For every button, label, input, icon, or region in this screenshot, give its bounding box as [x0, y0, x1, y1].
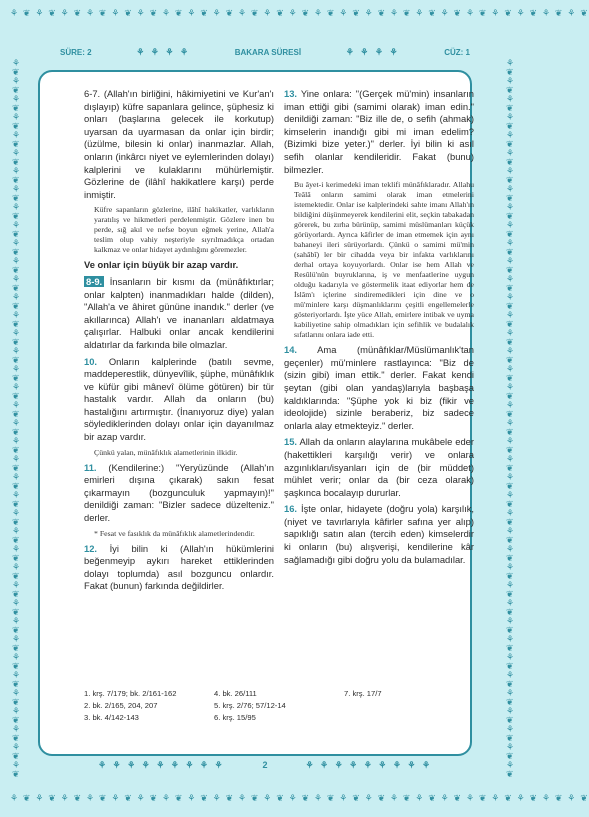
sure-label: SÜRE: 2 — [60, 47, 92, 57]
verse-6-7: 6-7. (Allah'ın birliğini, hâkimiyetini ve Kur'an'ı dışlayıp) küfre sapanlara gelince, şüphesiz ki onları (başlarına gelecek ile korkutup) uyarsan da uyarmasan da onlar için birdir; (üzülme, bilesin ki onlar) inanmazlar. Allah, onların (inkârcı niyet ve eylemlerinden dolayı) kalplerini ve kulaklarını mühürlemiştir. Gözlerine de (ilâhî hakikatlere karşı) perde inmiştir. — [84, 88, 274, 200]
verse-number: 10. — [84, 355, 98, 367]
tulip-icon: ⚘ ⚘ ⚘ ⚘ ⚘ ⚘ ⚘ ⚘ ⚘ — [305, 759, 433, 770]
left-ornament-border: ⚘❦⚘❦⚘❦⚘❦⚘❦⚘❦⚘❦⚘❦⚘❦⚘❦⚘❦⚘❦⚘❦⚘❦⚘❦⚘❦⚘❦⚘❦⚘❦⚘❦⚘❦⚘❦⚘❦⚘❦⚘❦⚘❦⚘❦⚘❦⚘❦⚘❦⚘❦⚘❦⚘❦⚘❦⚘❦⚘❦⚘❦⚘❦⚘❦⚘❦ — [12, 59, 22, 780]
commentary-note: Bu âyet-i kerimedeki iman teklifi münâfıklaradır. Allahu Teâlâ onların samimi olarak iman etmelerini istemektedir. Onlar ise kalplerindeki sahte imanı Allah'ın bildiğini düşünmeyerek kendilerini elit, seçkin tabakadan görerek, bu zırha bürünüp, samimi müslümanları küçük görüyorlardı. Ayrıca kâfirler de iman etmemek için aynı bahaneyi ileri sürüyorlardı. Çünkü o samimi mü'min (sahâbî) ler bir cihadda veya bir infakta varlıklarını derhal ortaya koyuyorlardı. Onlar ise hem Allah ve Resûlü'nün buyruklarına, iş ve menfaatlerine uygun olduğu kadarıyla ve göstermelik itaat ediyorlar hem de İslâm'ı içlerine sindiremedikleri için dine ve o mü'minlere karşı düşmanlıklarını çeşitli engellemelerle gösteriyorlardı. İşte yüce Allah, emirlere intibak ve uyma kabiliyetine sahip olmadıkları için sefihlik ve budalalık sıfatlarını onlara iade etti. — [294, 180, 474, 340]
verse-14: 14. Ama (münâfıklar/Müslümanlık'tan geçenler) mü'minlere rastlayınca: "Biz de (sizin gibi) iman ettik." derler. Fakat kendi şeytan (gibi olan yandaş)larıyla başbaşa kaldıklarında: "Şüphe yok ki biz (fikir ve ideolojide) sizinle beraberiz, biz sadece onlarla alay etmekteyiz." derler. — [284, 344, 474, 431]
verse-12: 12. İyi bilin ki (Allah'ın hükümlerini beğenmeyip aykırı hareket ettiklerinden dolayı toplumda) asıl bozguncu onlardır. Fakat (bunun) farkında değildirler. — [84, 542, 274, 592]
verse-11: 11. (Kendilerine:) "Yeryüzünde (Allah'ın emirleri dışına çıkarak) sakın fesat çıkarmayın (bozgunculuk yapmayın)!" denildiği zaman: "Bizler sadece düzelteniz." derler. — [84, 461, 274, 524]
sure-title: BAKARA SÜRESİ — [234, 47, 302, 57]
footnote: 4. bk. 26/111 — [214, 689, 257, 698]
sure-title-group — [235, 48, 301, 57]
footnotes — [84, 688, 472, 724]
verse-10: 10. Onların kalplerinde (batılı sevme, maddeperestlik, dünyevîlik, şüphe, münâfıklık ve küfür gibi mânevî ölüme götüren) bir tür hastalık vardır. Allah da onların (bu) hastalığını artırmıştır. (İnanıyoruz diye) yalan söylediklerinden dolayı onlar için dayanılmaz bir azap vardır. — [84, 355, 274, 443]
commentary-note: Çünkü yalan, münâfıklık alametlerinin ilkidir. — [94, 447, 238, 457]
footnote: 3. bk. 4/142-143 — [84, 713, 139, 722]
right-ornament-border: ⚘❦⚘❦⚘❦⚘❦⚘❦⚘❦⚘❦⚘❦⚘❦⚘❦⚘❦⚘❦⚘❦⚘❦⚘❦⚘❦⚘❦⚘❦⚘❦⚘❦⚘❦⚘❦⚘❦⚘❦⚘❦⚘❦⚘❦⚘❦⚘❦⚘❦⚘❦⚘❦⚘❦⚘❦⚘❦⚘❦⚘❦⚘❦⚘❦⚘❦ — [506, 59, 516, 780]
left-column — [84, 88, 274, 597]
verse-15: 15. Allah da onların alaylarına mukâbele eder (hakettikleri karşılığı verir) ve onlara azgınlıkları/isyanları için de (bir müddet) mühlet verir; onlar da (bir ceza olarak) şaşkınca bocalayıp dururlar. — [284, 436, 475, 498]
verse-number: 15. — [284, 436, 298, 448]
cuz-label: CÜZ: 1 — [444, 47, 470, 57]
footnote: 6. krş. 15/95 — [214, 713, 256, 722]
verse-number: 14. — [284, 344, 298, 356]
footnote: 1. krş. 7/179; bk. 2/161-162 — [84, 689, 177, 698]
tulip-icon: ⚘ ⚘ ⚘ ⚘ — [136, 46, 191, 57]
right-column — [284, 88, 474, 570]
verse-number: 11. — [84, 461, 97, 473]
page-frame — [38, 70, 475, 756]
verse-number: 16. — [284, 503, 298, 515]
footnote — [344, 712, 472, 724]
footnote: 7. krş. 17/7 — [344, 689, 382, 698]
commentary-note: * Fesat ve fasıklık da münâfıklık alametlerindendir. — [94, 528, 255, 538]
verse-number: 8-9. — [86, 275, 103, 287]
verse-number: 13. — [284, 88, 298, 99]
footnote — [344, 700, 472, 712]
page-header — [60, 44, 470, 60]
verse-8-9: 8-9. İnsanların bir kısmı da (münâfıktırlar; onlar kalpten) inanmadıkları halde (dilden), "Allah'a ve âhiret gününe inandık." derler (ve akıllarınca) Allah'ı ve inananları aldatmaya çalışırlar. Halbuki onlar ancak kendilerini aldatırlar da farkında bile olmazlar. — [84, 275, 275, 350]
footnote: 2. bk. 2/165, 204, 207 — [84, 701, 158, 710]
footnote: 5. krş. 2/76; 57/12-14 — [214, 701, 286, 710]
verse-16: 16. İşte onlar, hidayete (doğru yola) karşılık, (niyet ve tavırlarıyla kâfirler safına yer alıp) sapıklığı satın alan (tercih eden) kimselerdir ki onların (bu) alışverişi, kendilerine kâr sağlamadığı gibi doğru yolu da bulamadılar. — [284, 503, 475, 565]
tulip-icon: ⚘ ⚘ ⚘ ⚘ — [345, 46, 400, 57]
bottom-ornament-border: ⚘ ❦ ⚘ ❦ ⚘ ❦ ⚘ ❦ ⚘ ❦ ⚘ ❦ ⚘ ❦ ⚘ ❦ ⚘ ❦ ⚘ ❦ ⚘ ❦ ⚘ ❦ ⚘ ❦ ⚘ ❦ ⚘ ❦ ⚘ ❦ ⚘ ❦ ⚘ ❦ ⚘ ❦ ⚘ ❦ ⚘ ❦ ⚘ ❦ ⚘ ❦ — [10, 794, 589, 804]
verse-number: 12. — [84, 542, 98, 554]
page-number: 2 — [262, 760, 268, 770]
verse-7-end: Ve onlar için büyük bir azap vardır. — [84, 259, 239, 271]
tulip-icon: ⚘ ⚘ ⚘ ⚘ ⚘ ⚘ ⚘ ⚘ ⚘ — [97, 759, 225, 770]
verse-13: 13. Yine onlara: "(Gerçek mü'min) insanların iman ettiği gibi (samimi olarak) iman edin." denildiği zaman: "Biz ille de, o sefih (ahmak) kimselerin inandığı gibi mi iman edelim? (Bizimki bize yeter.)" derler. İyi bilin ki asıl sefih olanlar kendileridir. Fakat (bunu) bilmezler. — [284, 88, 475, 175]
commentary-note: Küfre sapanların gözlerine, ilâhî hakikatler, varlıkların yaratılış ve hikmetleri perdelenmiştir. Gözlere inen bu perde, sığ akıl ve nefse boyun eğmek yerine, Allah'a teslim olup vahiy neşteriyle sıyrılmadıkça ortadan kalkmaz ve onlar hidayet aydınlığını göremezler. — [94, 205, 274, 255]
top-ornament-border: ⚘ ❦ ⚘ ❦ ⚘ ❦ ⚘ ❦ ⚘ ❦ ⚘ ❦ ⚘ ❦ ⚘ ❦ ⚘ ❦ ⚘ ❦ ⚘ ❦ ⚘ ❦ ⚘ ❦ ⚘ ❦ ⚘ ❦ ⚘ ❦ ⚘ ❦ ⚘ ❦ ⚘ ❦ ⚘ ❦ ⚘ ❦ ⚘ ❦ ⚘ ❦ — [10, 9, 589, 19]
page-footer — [60, 758, 470, 772]
